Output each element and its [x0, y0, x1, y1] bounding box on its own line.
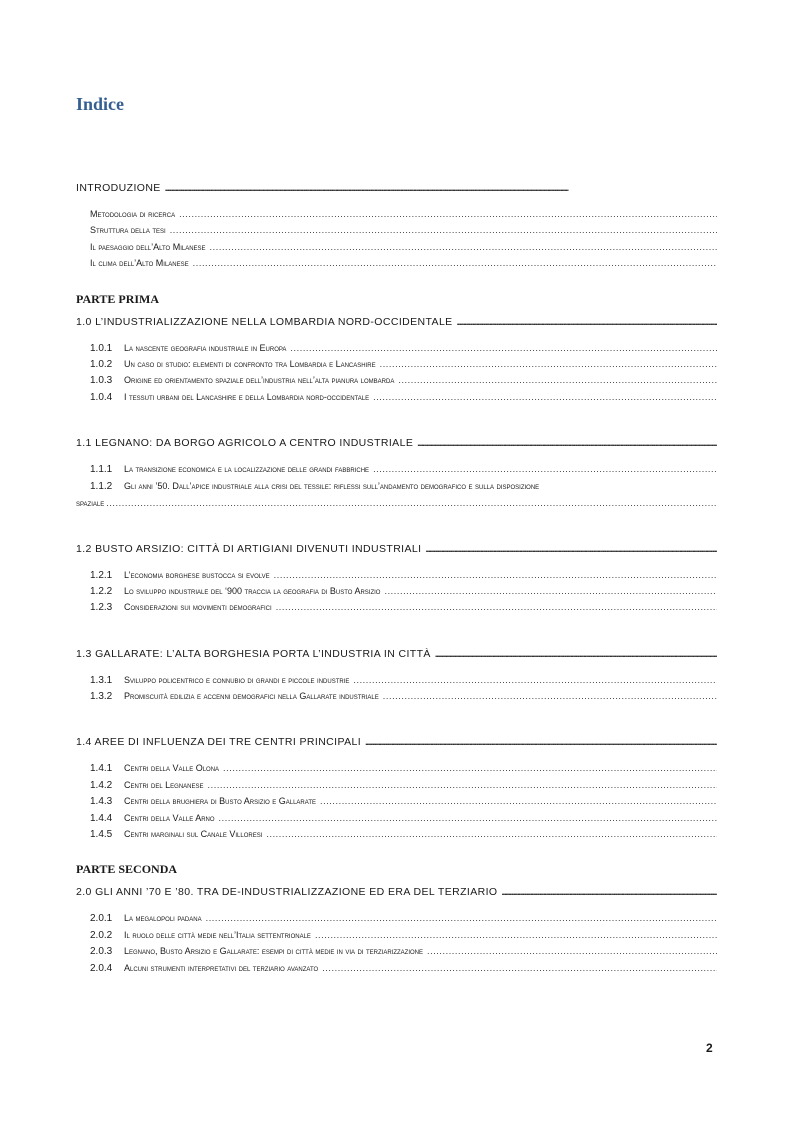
toc-subentry-label: Un caso di studio: elementi di confronto tra Lombardia e Lancashire: [124, 358, 376, 369]
toc-subentry-label: L’economia borghese bustocca si evolve: [124, 569, 270, 580]
section-number: 1.0.3: [90, 375, 113, 387]
toc-subentry[interactable]: [76, 672, 717, 688]
dot-leader: [373, 389, 717, 405]
toc-chapter[interactable]: [76, 644, 717, 664]
dot-leader: [365, 734, 717, 750]
section-number: 2.0.2: [90, 929, 113, 941]
toc-subentry-label: La transizione economica e la localizzazione delle grandi fabbriche: [124, 464, 370, 475]
toc-subentry-label: Il ruolo delle città medie nell’Italia settentrionale: [124, 929, 311, 940]
toc-subentry[interactable]: [76, 583, 717, 599]
toc-subentry[interactable]: [76, 389, 717, 405]
toc-subentry-label: Gli anni ’50. Dall’apice industriale alla crisi del tessile: riflessi sull’andamento demografico e sulla disposizione: [124, 480, 540, 491]
dot-leader: [427, 943, 717, 959]
toc-entry-label: INTRODUZIONE: [76, 182, 161, 194]
part-heading: PARTE SECONDA: [76, 862, 178, 877]
dot-leader: [170, 222, 717, 238]
toc-subentry-label: Centri del Legnanese: [124, 779, 204, 790]
toc-subentry[interactable]: [76, 826, 717, 842]
dot-leader: [457, 314, 717, 330]
toc-subentry-label: Promiscuità edilizia e accenni demografici nella Gallarate industriale: [124, 691, 379, 702]
toc-subentry-label: Struttura della tesi: [90, 225, 166, 236]
section-number: 1.4.1: [90, 763, 113, 775]
toc-subentry[interactable]: [76, 478, 717, 511]
toc-subentry-label: La megalopoli padana: [124, 913, 202, 924]
toc-chapter[interactable]: [76, 882, 717, 902]
section-number: 2.0.3: [90, 946, 113, 958]
toc-subentry[interactable]: [76, 910, 717, 926]
section-number: 1.2.3: [90, 602, 113, 614]
dot-leader: [274, 567, 717, 583]
dot-leader: [322, 960, 717, 976]
toc-subentry-label: Legnano, Busto Arsizio e Gallarate: esempi di città medie in via di terziarizzazione: [124, 946, 423, 957]
dot-leader: [193, 255, 717, 271]
dot-leader: [380, 356, 717, 372]
toc-subentry[interactable]: [76, 567, 717, 583]
toc-subentry-label: Considerazioni sui movimenti demografici: [124, 602, 272, 613]
toc-subentry[interactable]: [76, 206, 717, 222]
table-of-contents: [76, 178, 717, 976]
section-number: 1.0.1: [90, 342, 113, 354]
toc-subentry[interactable]: [76, 777, 717, 793]
toc-chapter[interactable]: [76, 539, 717, 559]
toc-subentry-label: I tessuti urbani del Lancashire e della Lombardia nord-occidentale: [124, 391, 370, 402]
page-title: Indice: [76, 94, 125, 114]
toc-subentry-label: Centri marginali sul Canale Villoresi: [124, 829, 263, 840]
dot-leader: [210, 239, 717, 255]
dot-leader: [266, 826, 717, 842]
dot-leader: [219, 810, 717, 826]
dot-leader: [425, 541, 717, 557]
dot-leader: [223, 760, 717, 776]
dot-leader: [383, 688, 717, 704]
dot-leader: [206, 910, 717, 926]
toc-subentry-label: Centri della Valle Arno: [124, 812, 215, 823]
toc-subentry[interactable]: [76, 239, 717, 255]
dot-leader: [315, 927, 717, 943]
toc-subentry-label-continued: spaziale: [76, 497, 105, 508]
toc-subentry[interactable]: [76, 810, 717, 826]
dot-leader: [208, 777, 717, 793]
toc-chapter-label: 2.0 GLI ANNI ’70 E ’80. TRA DE-INDUSTRIALIZZAZIONE ED ERA DEL TERZIARIO: [76, 886, 498, 899]
section-number: 1.2.1: [90, 569, 113, 581]
toc-subentry[interactable]: [76, 960, 717, 976]
toc-chapter-label: 1.4 AREE DI INFLUENZA DEI TRE CENTRI PRINCIPALI: [76, 736, 362, 749]
dot-leader: [435, 646, 717, 662]
section-number: 1.4.5: [90, 829, 113, 841]
toc-subentry[interactable]: [76, 372, 717, 388]
toc-chapter-label: 1.3 GALLARATE: L’ALTA BORGHESIA PORTA L’INDUSTRIA IN CITTÀ: [76, 647, 431, 660]
section-number: 1.4.3: [90, 796, 113, 808]
toc-subentry[interactable]: [76, 943, 717, 959]
dot-leader: [276, 599, 717, 615]
toc-entry-introduzione[interactable]: [76, 178, 717, 198]
dot-leader: [290, 340, 717, 356]
section-number: 1.3.1: [90, 674, 113, 686]
toc-subentry[interactable]: [76, 760, 717, 776]
toc-subentry-label: Centri della Valle Olona: [124, 763, 220, 774]
toc-subentry[interactable]: [76, 340, 717, 356]
toc-subentry-label: Origine ed orientamento spaziale dell’industria nell’alta pianura lombarda: [124, 375, 395, 386]
toc-subentry[interactable]: [76, 599, 717, 615]
section-number: 1.4.2: [90, 779, 113, 791]
dot-leader: [373, 461, 717, 477]
toc-subentry-label: Lo sviluppo industriale del ‘900 traccia la geografia di Busto Arsizio: [124, 585, 381, 596]
toc-subentry[interactable]: [76, 461, 717, 477]
toc-subentry-label: Metodologia di ricerca: [90, 209, 176, 219]
dot-leader: [501, 884, 717, 900]
part-heading: PARTE PRIMA: [76, 291, 160, 306]
toc-chapter[interactable]: [76, 732, 717, 752]
toc-subentry[interactable]: [76, 222, 717, 238]
page-number: 2: [706, 1041, 713, 1055]
toc-subentry[interactable]: [76, 793, 717, 809]
section-number: 1.3.2: [90, 691, 113, 703]
toc-subentry-label: Centri della brughiera di Busto Arsizio e Gallarate: [124, 796, 316, 807]
toc-chapter-label: 1.0 L’INDUSTRIALIZZAZIONE NELLA LOMBARDIA NORD-OCCIDENTALE: [76, 315, 453, 328]
section-number: 2.0.4: [90, 962, 113, 974]
section-number: 1.1.1: [90, 464, 113, 476]
section-number: 1.0.4: [90, 391, 113, 403]
dot-leader: [384, 583, 717, 599]
toc-subentry-label: Sviluppo policentrico e connubio di grandi e piccole industrie: [124, 674, 350, 685]
section-number: 1.4.4: [90, 812, 113, 824]
toc-subentry[interactable]: [76, 927, 717, 943]
section-number: 1.0.2: [90, 358, 113, 370]
section-number: 2.0.1: [90, 913, 113, 925]
toc-chapter-label: 1.2 BUSTO ARSIZIO: CITTÀ DI ARTIGIANI DIVENUTI INDUSTRIALI: [76, 542, 422, 555]
dot-leader: [165, 180, 717, 196]
toc-subentry-label: Il paesaggio dell’Alto Milanese: [90, 241, 206, 252]
dot-leader: [417, 435, 717, 451]
dot-leader: [398, 372, 717, 388]
dot-leader: [320, 793, 717, 809]
toc-chapter[interactable]: [76, 312, 717, 332]
section-number: 1.1.2: [90, 480, 113, 492]
section-number: 1.2.2: [90, 585, 113, 597]
toc-subentry-label: Il clima dell’Alto Milanese: [90, 258, 189, 269]
dot-leader: [106, 495, 717, 511]
toc-subentry[interactable]: [76, 688, 717, 704]
toc-subentry-label: Alcuni strumenti interpretativi del terziario avanzato: [124, 962, 319, 973]
dot-leader: [179, 206, 717, 222]
toc-chapter[interactable]: [76, 433, 717, 453]
toc-subentry[interactable]: [76, 255, 717, 271]
toc-chapter-label: 1.1 LEGNANO: DA BORGO AGRICOLO A CENTRO INDUSTRIALE: [76, 437, 414, 450]
toc-subentry-label: La nascente geografia industriale in Europa: [124, 342, 287, 353]
toc-subentry[interactable]: [76, 356, 717, 372]
dot-leader: [353, 672, 717, 688]
